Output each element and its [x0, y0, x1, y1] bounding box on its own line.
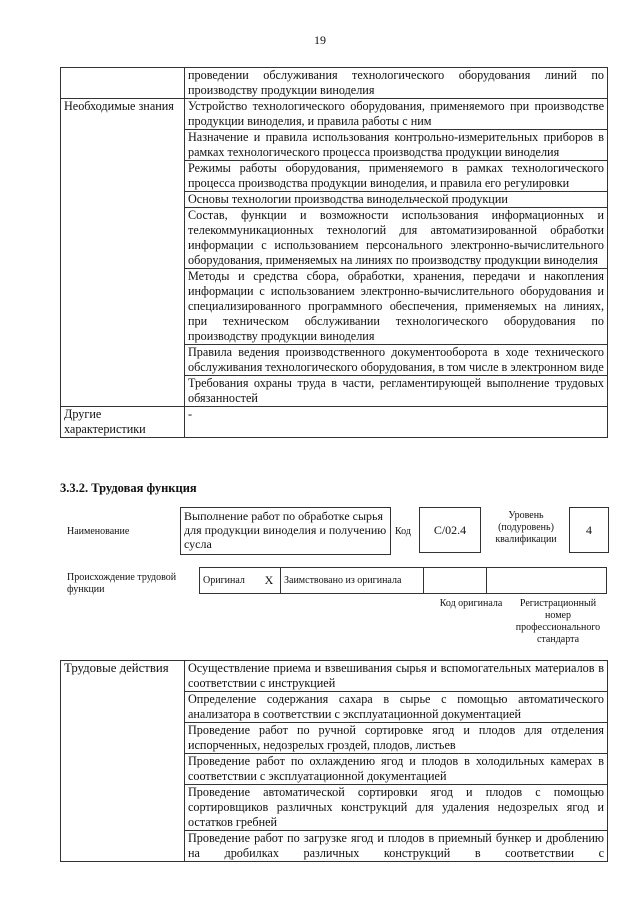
- other-value: -: [185, 407, 608, 438]
- section-title: 3.3.2. Трудовая функция: [60, 481, 197, 495]
- code-box: С/02.4: [419, 507, 481, 553]
- knowledge-item: Режимы работы оборудования, применяемого в рамках технологического процесса производства продукции виноделия, и правила его регулировки: [185, 161, 608, 192]
- original-mark: X: [258, 568, 281, 594]
- table-cell: проведении обслуживания технологического оборудования линий по производству продукции виноделия: [185, 68, 608, 99]
- level-box: 4: [569, 507, 609, 553]
- page-number: 19: [314, 33, 326, 47]
- knowledge-item: Методы и средства сбора, обработки, хранения, передачи и накопления информации с использованием электронно-вычислительного оборудования и специализированного программного обеспечения, применяемых на линиях, при техническом обслуживании технологического оборудования по производству продукции виноделия: [185, 269, 608, 345]
- action-item: Проведение работ по ручной сортировке ягод и плодов для отделения испорченных, недозрелых гроздей, плодов, листьев: [185, 723, 608, 754]
- table-row: [61, 661, 608, 692]
- knowledge-item: Состав, функции и возможности использования информационных и телекоммуникационных технологий для автоматизированной обработки информации с использованием персонального электронно-вычислительного оборудования, применяемых на линиях по производству продукции виноделия: [185, 208, 608, 269]
- table-row: [61, 68, 608, 99]
- reg-number-label: Регистрационный номер профессионального стандарта: [515, 598, 601, 645]
- action-item: Проведение автоматической сортировки ягод и плодов с помощью сортировщиков различных конструкций для удаления недозрелых ягод и остатков гребней: [185, 785, 608, 831]
- table-row: [200, 568, 607, 594]
- knowledge-item: Правила ведения производственного документооборота в ходе технического обслуживания технологического оборудования, в том числе в электронном виде: [185, 345, 608, 376]
- original-label: Оригинал: [200, 568, 259, 594]
- reg-number-cell: [487, 568, 607, 594]
- action-item: Определение содержания сахара в сырье с помощью автоматического анализатора в соответствии с эксплуатационной документацией: [185, 692, 608, 723]
- knowledge-item: Требования охраны труда в части, регламентирующей выполнение трудовых обязанностей: [185, 376, 608, 407]
- table-row: [61, 99, 608, 130]
- borrowed-label: Заимствовано из оригинала: [281, 568, 424, 594]
- actions-table: [60, 660, 608, 862]
- knowledge-label: Необходимые знания: [61, 99, 185, 407]
- level-label: Уровень (подуровень) квалификации: [495, 510, 557, 545]
- origin-label: Происхождение трудовой функции: [67, 572, 177, 595]
- knowledge-table: [60, 67, 608, 438]
- table-cell-empty: [61, 68, 185, 99]
- table-row: [61, 407, 608, 438]
- origin-table: [199, 567, 607, 594]
- action-item: Осуществление приема и взвешивания сырья и вспомогательных материалов в соответствии с инструкцией: [185, 661, 608, 692]
- name-label: Наименование: [67, 526, 130, 537]
- code-original-cell: [424, 568, 487, 594]
- action-item: Проведение работ по загрузке ягод и плодов в приемный бункер и дроблению на дробилках различных конструкций в соответствии с: [185, 831, 608, 862]
- code-original-label: Код оригинала: [439, 598, 503, 609]
- actions-label: Трудовые действия: [61, 661, 185, 862]
- other-label: Другие характеристики: [61, 407, 185, 438]
- code-label: Код: [395, 526, 411, 537]
- knowledge-item: Устройство технологического оборудования, применяемого при производстве продукции виноделия, и правила работы с ним: [185, 99, 608, 130]
- action-item: Проведение работ по охлаждению ягод и плодов в холодильных камерах в соответствии с эксплуатационной документацией: [185, 754, 608, 785]
- knowledge-item: Назначение и правила использования контрольно-измерительных приборов в рамках технологического процесса производства продукции виноделия: [185, 130, 608, 161]
- knowledge-item: Основы технологии производства винодельческой продукции: [185, 192, 608, 208]
- function-name-box: Выполнение работ по обработке сырья для продукции виноделия и получению сусла: [180, 507, 391, 555]
